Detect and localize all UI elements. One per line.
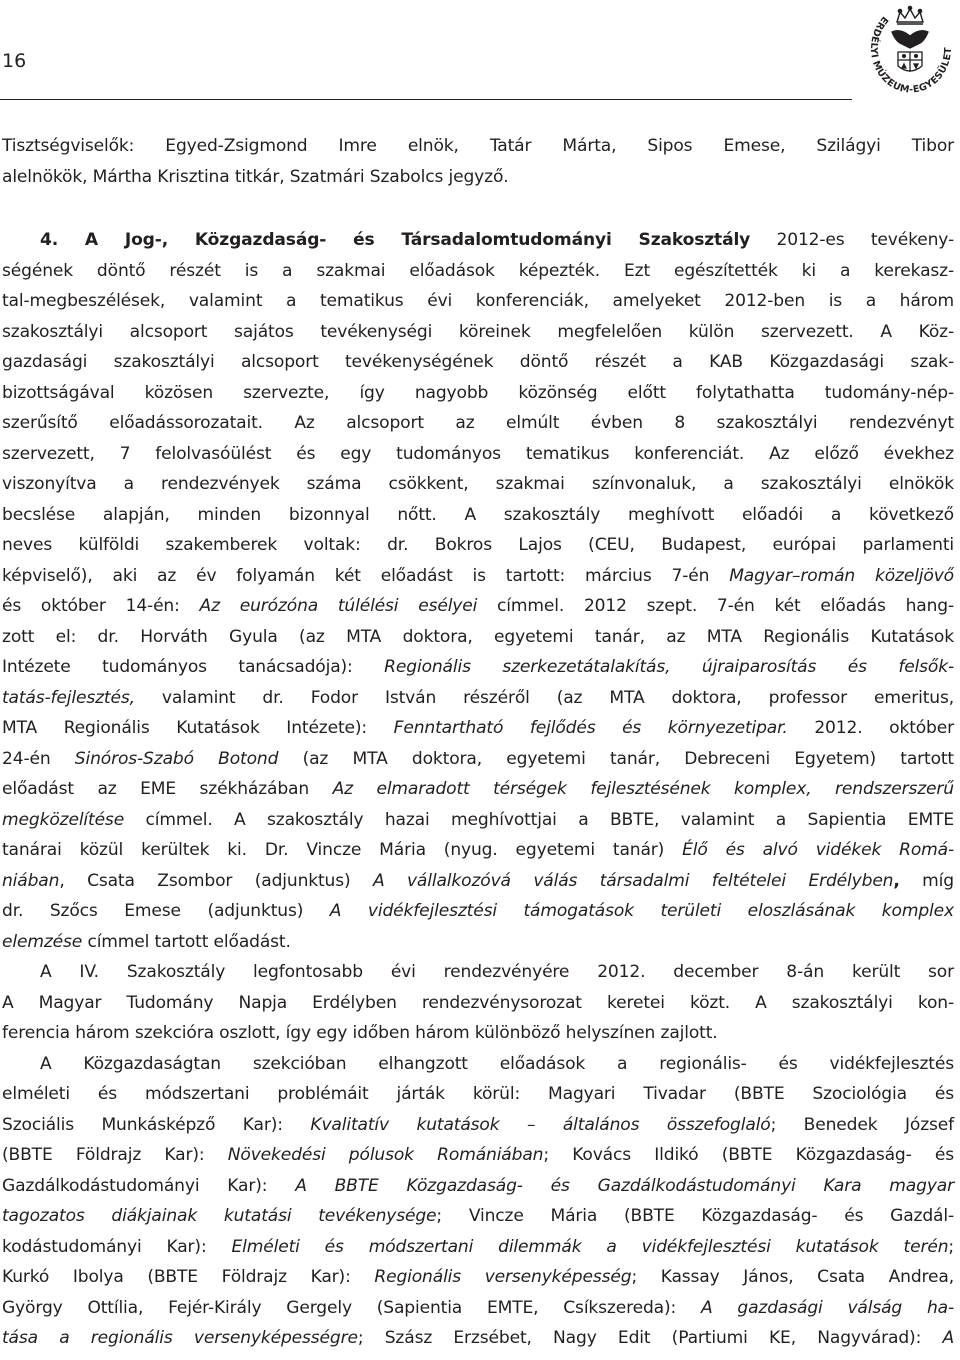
text-line <box>2 652 954 683</box>
society-seal-logo <box>862 2 958 106</box>
text-run: Fenntartható fejlődés és környezetipar. <box>393 718 788 738</box>
text-line <box>2 317 954 348</box>
text-line <box>2 1018 954 1049</box>
text-run: A Magyar Tudomány Napja Erdélyben rendezvénysorozat keretei közt. A szakosztályi kon- <box>2 992 954 1013</box>
text-run: tal-megbeszélések, valamint a tematikus évi konferenciák, amelyeket 2012-ben is a három <box>2 291 954 311</box>
text-run: Gazdálkodástudományi Kar): <box>2 1175 296 1196</box>
text-line <box>2 591 954 622</box>
text-line <box>2 1232 954 1263</box>
text-run: Jog-, Közgazdaság- és Társadalomtudományi Szakosztály <box>124 230 751 250</box>
text-line <box>2 530 954 561</box>
text-run: (az MTA doktora, egyetemi tanár, Debreceni Egyetem) tartott <box>278 748 954 769</box>
text-run: A <box>942 1328 954 1348</box>
text-line <box>2 683 954 714</box>
text-line <box>2 713 954 744</box>
text-line <box>2 500 954 531</box>
text-run: A BBTE Közgazdaság- és Gazdálkodástudományi Kara magyar <box>295 1175 954 1196</box>
text-run: megközelítése <box>2 809 125 830</box>
text-run: míg <box>899 870 954 891</box>
text-run: szervezett, 7 felolvasóülést és egy tudományos tematikus konferenciát. Az előző évekhez <box>2 443 954 464</box>
text-line <box>2 408 954 439</box>
text-run: A vidékfejlesztési támogatások területi eloszlásának komplex <box>329 901 954 921</box>
text-line <box>2 805 954 836</box>
text-run: szerűsítő előadássorozatait. Az alcsoport az elmúlt évben 8 szakosztályi rendezvényt <box>2 413 954 433</box>
text-run: viszonyítva a rendezvények száma csökkent, szakmai színvonaluk, a szakosztályi elnökök <box>2 474 954 494</box>
text-run: , Csata Zsombor (adjunktus) <box>59 870 373 891</box>
text-line <box>2 1262 954 1293</box>
text-run: (BBTE Földrajz Kar): <box>2 1145 228 1165</box>
text-line <box>2 1110 954 1141</box>
text-run: címmel tartott előadást. <box>82 931 291 952</box>
text-line <box>2 347 954 378</box>
text-line <box>2 1079 954 1110</box>
officials-paragraph <box>2 131 954 192</box>
text-run: tanárai közül kerültek ki. Dr. Vincze Mária (nyug. egyetemi tanár) <box>2 840 683 860</box>
text-line <box>2 896 954 927</box>
text-run: Az elmaradott térségek fejlesztésének komplex, rendszerszerű <box>332 779 954 799</box>
page-number: 16 <box>2 50 27 72</box>
text-run: elméleti és módszertani problémáit járták körül: Magyari Tivadar (BBTE Szociológia és <box>2 1084 954 1104</box>
text-line <box>2 561 954 592</box>
text-line <box>2 1171 954 1202</box>
text-line <box>2 622 954 653</box>
text-line <box>2 162 954 193</box>
text-line <box>2 1323 954 1354</box>
text-run: , <box>893 870 900 891</box>
text-run: neves külföldi szakemberek voltak: dr. Bokros Lajos (CEU, Budapest, európai parlamenti <box>2 535 954 555</box>
text-run: Regionális versenyképesség <box>374 1267 632 1287</box>
text-line <box>2 988 954 1019</box>
text-line <box>2 774 954 805</box>
text-run: képviselő), aki az év folyamán két előadást is tartott: március 7-én <box>2 565 730 586</box>
text-run: Szociális Munkásképző Kar): <box>2 1114 311 1135</box>
text-line <box>2 1140 954 1171</box>
text-line <box>2 866 954 897</box>
text-run: ; Benedek József <box>770 1114 955 1135</box>
text-line <box>2 469 954 500</box>
text-run: és október 14-én: <box>2 596 200 616</box>
text-run: A Közgazdaságtan szekcióban elhangzott előadások a regionális- és vidékfejlesztés <box>40 1053 954 1074</box>
text-run: címmel. 2012 szept. 7-én két előadás hang- <box>477 596 954 616</box>
text-run: 24-én <box>2 748 75 769</box>
text-line <box>2 927 954 958</box>
text-run: Kurkó Ibolya (BBTE Földrajz Kar): <box>2 1267 375 1287</box>
text-run: niában <box>2 870 60 891</box>
text-run: Az eurózóna túlélési esélyei <box>199 596 478 616</box>
text-run: ségének döntő részét is a szakmai előadások képezték. Ezt egészítették ki a kerekasz- <box>2 260 954 281</box>
text-run: becslése alapján, minden bizonnyal nőtt. A szakosztály meghívott előadói a következő <box>2 504 954 525</box>
text-run: 2012. október <box>787 718 955 738</box>
text-line <box>2 256 954 287</box>
text-line <box>2 1201 954 1232</box>
text-line <box>2 286 954 317</box>
text-run: Magyar–román közeljövő <box>729 565 954 586</box>
text-run: Kvalitatív kutatások – általános összefoglaló <box>310 1114 771 1135</box>
text-run: Regionális szerkezetátalakítás, újraiparosítás és felsők- <box>384 657 954 677</box>
text-line <box>2 1293 954 1324</box>
text-run: tagozatos diákjainak kutatási tevékenysége <box>2 1206 437 1226</box>
text-run: ferencia három szekcióra oszlott, így egy időben három különböző helyszínen zajlott. <box>2 1023 718 1043</box>
text-run: bizottságával közösen szervezte, így nagyobb közönség előtt folytathatta tudomány-nép- <box>2 382 954 403</box>
text-run: előadást az EME székházában <box>2 779 333 799</box>
header-rule <box>0 99 852 100</box>
svg-text:ERDÉLYI MÚZEUM-EGYESÜLET: ERDÉLYI MÚZEUM-EGYESÜLET <box>867 13 955 96</box>
text-run: ; <box>948 1236 954 1257</box>
text-run: 4. A <box>40 230 125 250</box>
paragraph-first-line <box>2 225 954 256</box>
text-line <box>2 378 954 409</box>
text-run: Tisztségviselők: Egyed-Zsigmond Imre elnök, Tatár Márta, Sipos Emese, Szilágyi Tibor <box>2 136 954 156</box>
text-run: alelnökök, Mártha Krisztina titkár, Szatmári Szabolcs jegyző. <box>2 166 509 187</box>
text-line <box>2 131 954 162</box>
text-run: Élő és alvó vidékek Romá- <box>682 840 954 860</box>
text-run: címmel. A szakosztály hazai meghívottjai a BBTE, valamint a Sapientia EMTE <box>124 809 954 830</box>
text-run: A gazdasági válság ha- <box>700 1297 954 1318</box>
text-run: ; Vincze Mária (BBTE Közgazdaság- és Gazdál- <box>436 1206 955 1226</box>
crown-icon <box>897 6 923 24</box>
text-run: 2012-es tevékeny- <box>750 230 954 250</box>
paragraph-first-line <box>2 1049 954 1080</box>
text-run: Növekedési pólusok Romániában <box>227 1145 544 1165</box>
text-run: Elméleti és módszertani dilemmák a vidékfejlesztési kutatások terén <box>231 1236 949 1257</box>
text-run: gazdasági szakosztályi alcsoport tevékenységének döntő részét a KAB Közgazdasági szak- <box>2 352 954 372</box>
section-report-body <box>2 225 954 1354</box>
text-run: Intézete tudományos tanácsadója): <box>2 657 385 677</box>
text-run: dr. Szőcs Emese (adjunktus) <box>2 901 330 921</box>
text-run: szakosztályi alcsoport sajátos tevékenységi köreinek megfelelően külön szervezett. A Köz- <box>2 321 954 342</box>
text-run: A vállalkozóvá válás társadalmi feltételei Erdélyben <box>372 870 894 891</box>
text-run: kodástudományi Kar): <box>2 1236 232 1257</box>
text-run: ; Kassay János, Csata Andrea, <box>631 1267 954 1287</box>
text-run: tatás-fejlesztés, <box>2 687 135 708</box>
text-run: elemzése <box>2 931 83 952</box>
text-line <box>2 744 954 775</box>
text-run: A IV. Szakosztály legfontosabb évi rendezvényére 2012. december 8-án került sor <box>40 962 954 982</box>
text-run: György Ottília, Fejér-Király Gergely (Sapientia EMTE, Csíkszereda): <box>2 1297 701 1318</box>
text-run: MTA Regionális Kutatások Intézete): <box>2 718 394 738</box>
text-run: zott el: dr. Horváth Gyula (az MTA doktora, egyetemi tanár, az MTA Regionális Kutatások <box>2 626 954 647</box>
text-line <box>2 439 954 470</box>
text-run: tása a regionális versenyképességre <box>2 1328 358 1348</box>
text-run: valamint dr. Fodor István részéről (az MTA doktora, professor emeritus, <box>134 687 954 708</box>
eagle-icon <box>892 31 928 72</box>
text-line <box>2 835 954 866</box>
text-run: ; Kovács Ildikó (BBTE Közgazdaság- és <box>543 1145 954 1165</box>
text-run: ; Szász Erzsébet, Nagy Edit (Partiumi KE, Nagyvárad): <box>357 1328 943 1348</box>
paragraph-first-line <box>2 957 954 988</box>
text-run: Sinóros-Szabó Botond <box>74 748 279 769</box>
